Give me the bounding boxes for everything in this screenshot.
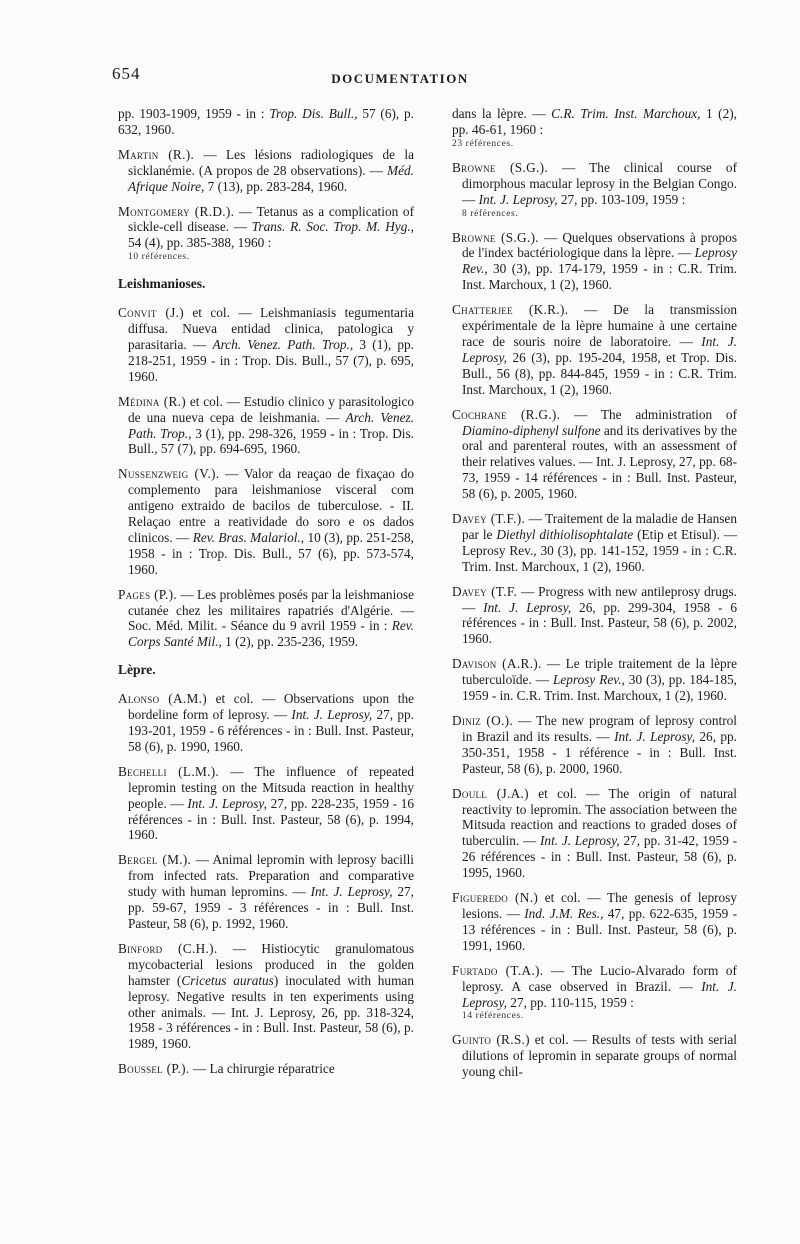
entry-text: and its derivatives by the oral and parenteral routes, with an assessment of their relatives values. — Int. J. Leprosy, 27, pp. 68-73, 1959 - 14 références - in : Bull. Inst. Pasteur, 58 (6), p. 2005, 1960. [462, 422, 737, 502]
entry-text: — De la transmission expérimentale de la lèpre humaine à une certaine race de souris noire de laboratoire. — [462, 302, 737, 349]
entry-text: 3 (1), pp. 218-251, 1959 - in : Trop. Dis. Bull., 57 (7), p. 695, 1960. [128, 336, 414, 384]
entry-author: Bechelli (L.M.). [118, 763, 220, 779]
entry-text: et col. — Observations upon the bordeline form of leprosy. — [128, 691, 414, 723]
entry-journal: Méd. Afrique Noire, [128, 162, 414, 194]
entry-author: Montgomery (R.D.). [118, 203, 235, 219]
entry-journal: Arch. Venez. Path. Trop., [128, 409, 414, 441]
entry-journal: C.R. Trim. Inst. Marchoux, [551, 106, 701, 121]
entry-text: — The clinical course of dimorphous macular leprosy in the Belgian Congo. — [462, 159, 737, 207]
entry-text: — La chirurgie réparatrice [189, 1061, 335, 1077]
entry-references-count: 10 références. [128, 252, 190, 263]
entry-text: — Histiocytic granulomatous mycobacterial lesions produced in the golden hamster ( [128, 940, 414, 988]
entry-author: Binford (C.H.). [118, 940, 218, 956]
entry-journal: Leprosy Rev., [552, 672, 625, 688]
bibliography-entry [452, 890, 737, 954]
running-title: DOCUMENTATION [331, 71, 469, 86]
bibliography-entry [452, 511, 737, 575]
entry-text: — Les lésions radiologiques de la sicklanémie. (A propos de 28 observations). — [128, 146, 415, 178]
entry-references-count: 8 références. [462, 208, 519, 219]
entry-references-count: 23 références. [452, 138, 514, 149]
bibliography-entry [452, 407, 737, 502]
entry-text: et col. — Results of tests with serial dilutions of lepromin in separate groups of normal young chil- [462, 1032, 737, 1080]
bibliography-entry [118, 764, 414, 844]
entry-text: et col. — Estudio clinico y parasitologico de una nueva cepa de leishmania. — [128, 393, 414, 425]
entry-journal: Rev. Corps Santé Mil., [128, 618, 414, 650]
bibliography-entry [452, 584, 737, 648]
entry-text: 27, pp. 59-67, 1959 - 3 références - in : Bull. Inst. Pasteur, 58 (6), p. 1992, 1960. [128, 884, 414, 931]
entry-text: — Traitement de la maladie de Hansen par le [462, 511, 737, 542]
bibliography-entry [452, 656, 737, 704]
bibliography-entry [118, 941, 414, 1052]
entry-text: 27, pp. 193-201, 1959 - 6 références - in : Bull. Inst. Pasteur, 58 (6), p. 1990, 1960. [128, 707, 415, 754]
entry-text: — The influence of repeated lepromin testing on the Mitsuda reaction in healthy people. — [128, 763, 414, 811]
section-heading: Lèpre. [118, 662, 156, 678]
entry-text: — Quelques observations à propos de l'index bactériologique dans la lèpre. — [462, 229, 737, 261]
entry-text: — Progress with new antileprosy drugs. — [462, 583, 737, 615]
entry-journal: Rev. Bras. Malariol., [192, 529, 305, 545]
entry-text: 27, pp. 31-42, 1959 - 26 références - in : Bull. Inst. Pasteur, 58 (6), p. 1995, 1960. [462, 833, 737, 881]
entry-journal: Diethyl dithiolisophtalate [496, 526, 634, 542]
entry-text: 26 (3), pp. 195-204, 1958, et Trop. Dis. Bull., 56 (8), pp. 844-845, 1959 - in : C.R. Trim. Inst. Marchoux, 1 (2), 1960. [462, 349, 737, 397]
bibliography-entry [452, 963, 737, 1024]
entry-author: Furtado (T.A.). [452, 962, 544, 978]
entry-journal: Int. J. Leprosy, [187, 795, 267, 811]
entry-journal: Ind. J.M. Res., [524, 905, 604, 921]
left-column [118, 106, 414, 1086]
entry-author: Diniz (O.). [452, 713, 514, 728]
entry-text: — The Lucio-Alvarado form of leprosy. A case observed in Brazil. — [462, 962, 737, 994]
entry-author: Boussel (P.). [118, 1061, 190, 1077]
entry-text: 27, pp. 228-235, 1959 - 16 références - in : Bull. Inst. Pasteur, 58 (6), p. 1994, 1960. [128, 795, 414, 843]
bibliography-entry [452, 713, 737, 777]
entry-author: Figueredo (N.) [452, 890, 539, 906]
entry-journal: Cricetus auratus [181, 972, 274, 988]
page-number: 654 [112, 64, 141, 83]
entry-journal: Int. J. Leprosy, [483, 599, 572, 615]
entry-text: et col. — The genesis of leprosy lesions. — [462, 890, 737, 921]
entry-text: — The new program of leprosy control in Brazil and its results. — [462, 713, 737, 744]
entry-text: — Tetanus as a complication of sickle-cell disease. — [128, 203, 415, 235]
entry-journal: Int. J. Leprosy, [310, 884, 393, 900]
bibliography-entry [118, 852, 414, 932]
entry-journal: Int. J. Leprosy, [540, 833, 620, 849]
entry-author: Nussenzweig (V.). [118, 466, 220, 482]
entry-references-count: 14 références. [462, 1011, 524, 1022]
bibliography-entry [452, 160, 737, 221]
entry-text: 1 (2), pp. 46-61, 1960 : [452, 106, 737, 137]
entry-text: — The administration of [560, 406, 738, 422]
entry-author: Doull (J.A.) [452, 785, 529, 801]
bibliography-entry [118, 1061, 414, 1077]
entry-author: Cochrane (R.G.). [452, 406, 561, 422]
entry-text: 3 (1), pp. 298-326, 1959 - in : Trop. Dis. Bull., 57 (7), pp. 694-695, 1960. [128, 425, 414, 457]
entry-text: pp. 1903-1909, 1959 - in : [118, 106, 270, 121]
entry-author: Convit (J.) [118, 305, 184, 321]
entry-author: Bergel (M.). [118, 852, 192, 868]
bibliography-entry [118, 394, 414, 458]
entry-author: Pages (P.). [118, 586, 177, 602]
bibliography-entry [118, 587, 414, 651]
bibliography-entry [118, 204, 414, 265]
bibliography-entry [452, 230, 737, 294]
entry-journal: Trop. Dis. Bull., [269, 106, 358, 121]
entry-text: ) inoculated with human leprosy. Negative results in ten experiments using other animals. — Int. J. Leprosy, 26, pp. 318-324, 1958 - 3 références - in : Bull. Inst. Pasteur, 58 (6), p. 1989, 1960. [128, 972, 414, 1052]
bibliography-entry [118, 106, 414, 138]
section-heading: Leishmanioses. [118, 276, 206, 292]
entry-text: 57 (6), p. 632, 1960. [118, 106, 414, 137]
entry-journal: Int. J. Leprosy, [291, 707, 373, 723]
entry-text: dans la lèpre. — [452, 106, 552, 121]
bibliography-entry [118, 305, 414, 385]
entry-journal: Int. J. Leprosy, [462, 978, 737, 1010]
entry-author: Browne (S.G.). [452, 229, 539, 245]
entry-author: Médina (R.) [118, 393, 186, 409]
entry-text: et col. — The origin of natural reactivity to lepromin. The association between the Mitsuda reaction and reactions to graded doses of tuberculin. — [462, 785, 737, 849]
entry-text: 30 (3), pp. 184-185, 1959 - in. C.R. Trim. Inst. Marchoux, 1 (2), 1960. [462, 672, 738, 704]
entry-text: 10 (3), pp. 251-258, 1958 - in : Trop. Dis. Bull., 57 (6), pp. 573-574, 1960. [128, 529, 414, 577]
entry-author: Alonso (A.M.) [118, 691, 208, 707]
entry-text: 26, pp. 299-304, 1958 - 6 références - in : Bull. Inst. Pasteur, 58 (6), p. 2002, 1960. [462, 599, 737, 647]
entry-journal: Int. J. Leprosy, [462, 333, 737, 365]
entry-journal: Leprosy Rev., [462, 245, 737, 277]
entry-journal: Diamino-diphenyl sulfone [462, 422, 601, 438]
right-column [452, 106, 737, 1089]
entry-text: 54 (4), pp. 385-388, 1960 : [128, 235, 272, 251]
entry-journal: Arch. Venez. Path. Trop., [212, 336, 354, 352]
bibliography-entry [118, 691, 414, 755]
entry-text: 27, pp. 110-115, 1959 : [506, 994, 634, 1010]
entry-journal: Int. J. Leprosy, [478, 191, 558, 207]
bibliography-entry [452, 106, 737, 151]
entry-journal: Trans. R. Soc. Trop. M. Hyg., [251, 219, 414, 235]
bibliography-entry [118, 466, 414, 577]
entry-text: — Le triple traitement de la lèpre tuberculoïde. — [462, 656, 737, 688]
entry-journal: Int. J. Leprosy, [614, 728, 696, 744]
entry-author: Davison (A.R.). [452, 656, 542, 672]
entry-text: 7 (13), pp. 283-284, 1960. [204, 178, 348, 194]
entry-text: et col. — Leishmaniasis tegumentaria diffusa. Nueva entidad clinica, patologica y parasitaria. — [128, 305, 414, 352]
entry-text: 1 (2), pp. 235-236, 1959. [221, 634, 359, 650]
entry-text: 47, pp. 622-635, 1959 - 13 références - in : Bull. Inst. Pasteur, 58 (6), p. 1991, 1960. [462, 905, 738, 953]
entry-text: 26, pp. 350-351, 1958 - 1 référence - in : Bull. Inst. Pasteur, 58 (6), p. 2000, 1960. [462, 728, 737, 776]
entry-author: Guinto (R.S.) [452, 1032, 530, 1048]
entry-author: Browne (S.G.). [452, 159, 548, 175]
bibliography-entry [118, 147, 414, 195]
entry-author: Davey (T.F. [452, 583, 518, 599]
entry-text: — Valor da reaçao de fixaçao do complemento para leishmaniose visceral com antigeno extraido de bacilos de tuberculose. - II. Relaçao entre a reatividade do soro e os dados clinicos. — [128, 466, 414, 545]
entry-text: 27, pp. 103-109, 1959 : [557, 191, 686, 207]
entry-author: Martin (R.). [118, 146, 195, 162]
entry-text: — Les problèmes posés par la leishmaniose cutanée chez les militaires rapatriés d'Algérie. — Soc. Méd. Milit. - Séance du 9 avril 1959 - in : [128, 586, 415, 634]
entry-text: 30 (3), pp. 174-179, 1959 - in : C.R. Trim. Inst. Marchoux, 1 (2), 1960. [462, 261, 737, 293]
bibliography-entry [452, 786, 737, 881]
entry-text: — Animal lepromin with leprosy bacilli from infected rats. Preparation and comparative study with human lepromins. — [128, 852, 414, 900]
entry-author: Davey (T.F.). [452, 511, 526, 527]
bibliography-entry [452, 1032, 737, 1080]
entry-author: Chatterjee (K.R.). [452, 302, 569, 318]
entry-text: (Etip et Etisul). — Leprosy Rev., 30 (3), pp. 141-152, 1959 - in : C.R. Trim. Inst. Marchoux, 1 (2), 1960. [462, 526, 737, 574]
bibliography-entry [452, 302, 737, 397]
